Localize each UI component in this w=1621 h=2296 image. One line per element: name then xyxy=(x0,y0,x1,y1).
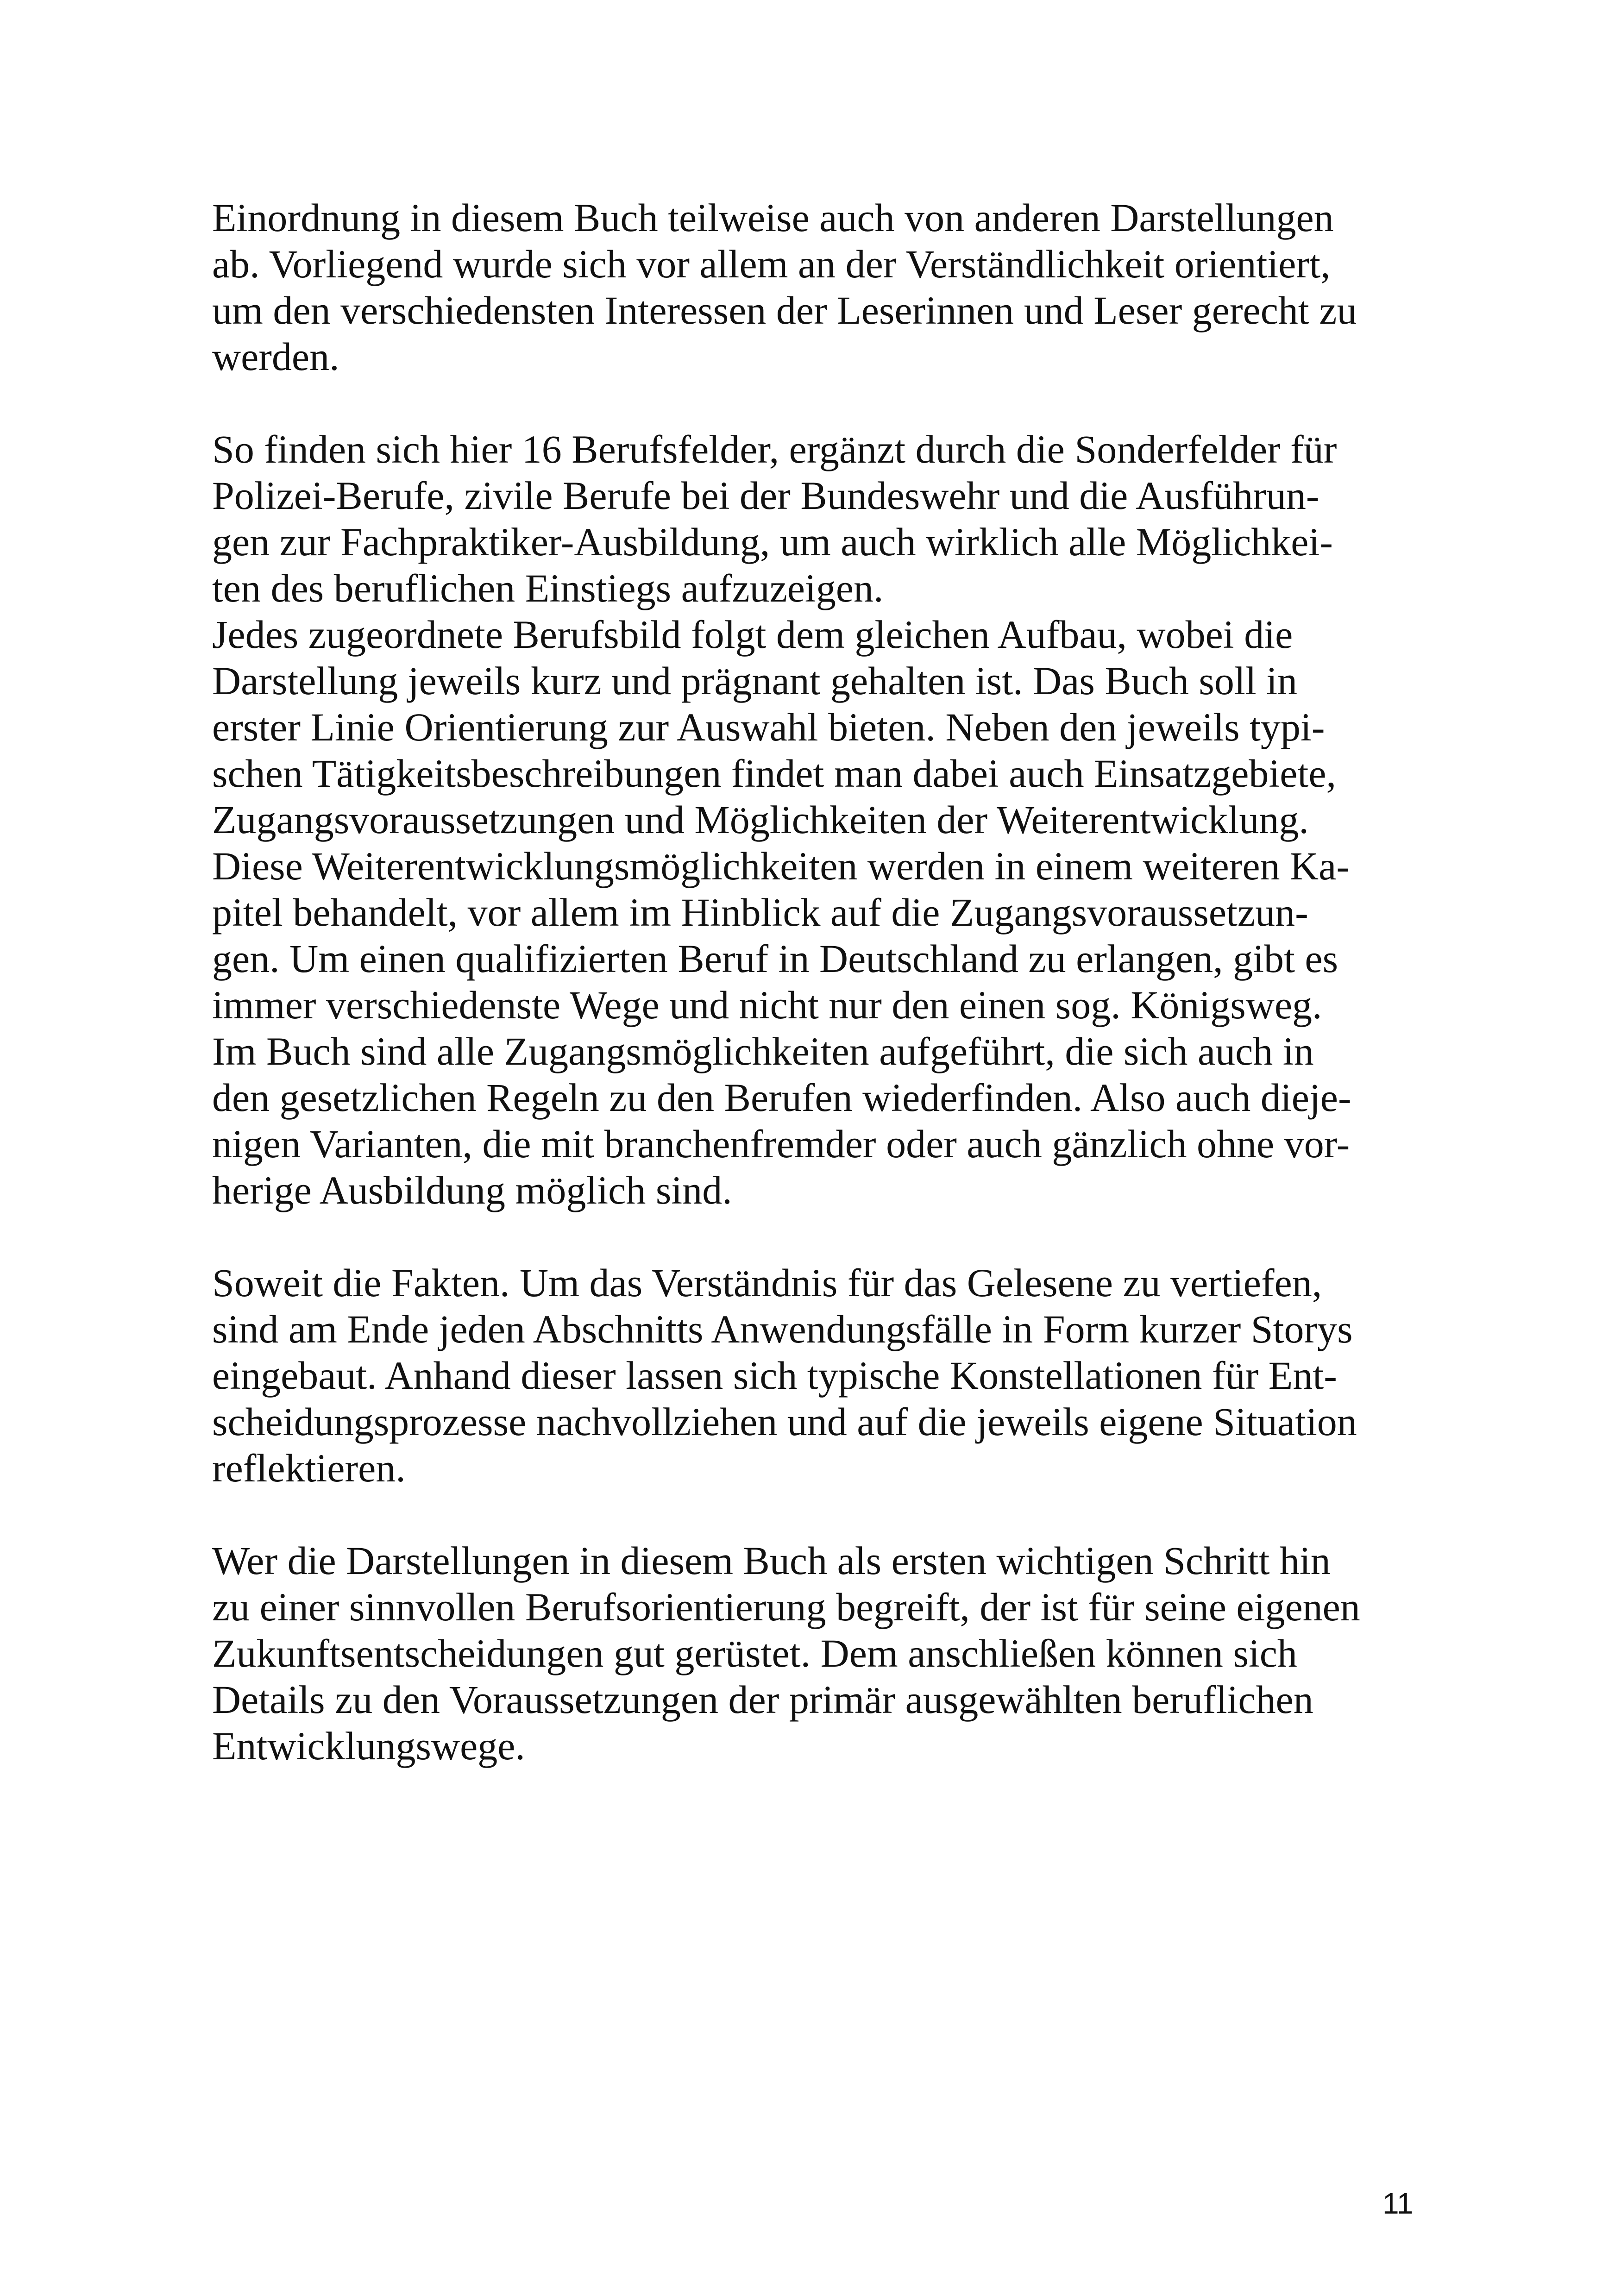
text-line: Zugangsvoraussetzungen und Möglichkeiten der Weiterentwicklung. xyxy=(212,797,1309,842)
text-line: immer verschiedenste Wege und nicht nur den einen sog. Königsweg. xyxy=(212,983,1322,1027)
text-line: den gesetzlichen Regeln zu den Berufen wiederfinden. Also auch dieje- xyxy=(212,1075,1351,1120)
text-line: scheidungsprozesse nachvollziehen und auf die jeweils eigene Situation xyxy=(212,1399,1357,1444)
paragraph xyxy=(212,1537,1444,1769)
text-line: eingebaut. Anhand dieser lassen sich typische Konstellationen für Ent- xyxy=(212,1353,1337,1398)
text-line: reflektieren. xyxy=(212,1446,406,1490)
text-line: Zukunftsentscheidungen gut gerüstet. Dem anschließen können sich xyxy=(212,1631,1297,1675)
paragraph xyxy=(212,1260,1444,1491)
text-line: gen. Um einen qualifizierten Beruf in Deutschland zu erlangen, gibt es xyxy=(212,936,1338,981)
text-line: pitel behandelt, vor allem im Hinblick auf die Zugangsvoraussetzun- xyxy=(212,890,1308,935)
text-line: Im Buch sind alle Zugangsmöglichkeiten aufgeführt, die sich auch in xyxy=(212,1029,1314,1073)
text-line: schen Tätigkeitsbeschreibungen findet man dabei auch Einsatzgebiete, xyxy=(212,751,1337,796)
text-line: nigen Varianten, die mit branchenfremder oder auch gänzlich ohne vor- xyxy=(212,1122,1350,1166)
paragraph xyxy=(212,426,1444,611)
text-line: erster Linie Orientierung zur Auswahl bieten. Neben den jeweils typi- xyxy=(212,705,1325,749)
page-number: 11 xyxy=(1382,2187,1414,2220)
text-line: Details zu den Voraussetzungen der primär ausgewählten beruflichen xyxy=(212,1677,1313,1722)
text-line: Entwicklungswege. xyxy=(212,1724,525,1768)
text-line: ab. Vorliegend wurde sich vor allem an der Verständlichkeit orientiert, xyxy=(212,242,1331,286)
text-line: gen zur Fachpraktiker-Ausbildung, um auch wirklich alle Möglichkei- xyxy=(212,520,1333,564)
paragraph xyxy=(212,611,1444,1213)
text-line: herige Ausbildung möglich sind. xyxy=(212,1168,732,1212)
text-line: ten des beruflichen Einstiegs aufzuzeigen. xyxy=(212,566,884,610)
text-line: Darstellung jeweils kurz und prägnant gehalten ist. Das Buch soll in xyxy=(212,659,1297,703)
text-line: Wer die Darstellungen in diesem Buch als ersten wichtigen Schritt hin xyxy=(212,1538,1331,1583)
text-line: werden. xyxy=(212,334,339,379)
text-line: Diese Weiterentwicklungsmöglichkeiten werden in einem weiteren Ka- xyxy=(212,844,1350,888)
text-line: um den verschiedensten Interessen der Leserinnen und Leser gerecht zu xyxy=(212,288,1357,332)
text-line: Jedes zugeordnete Berufsbild folgt dem gleichen Aufbau, wobei die xyxy=(212,612,1293,657)
text-line: Soweit die Fakten. Um das Verständnis für das Gelesene zu vertiefen, xyxy=(212,1261,1322,1305)
text-line: sind am Ende jeden Abschnitts Anwendungsfälle in Form kurzer Storys xyxy=(212,1307,1353,1351)
paragraph xyxy=(212,194,1444,380)
text-line: Polizei-Berufe, zivile Berufe bei der Bundeswehr und die Ausführun- xyxy=(212,473,1319,518)
text-line: Einordnung in diesem Buch teilweise auch von anderen Darstellungen xyxy=(212,195,1334,240)
body-text xyxy=(212,194,1444,1815)
text-line: zu einer sinnvollen Berufsorientierung begreift, der ist für seine eigenen xyxy=(212,1585,1360,1629)
text-line: So finden sich hier 16 Berufsfelder, ergänzt durch die Sonderfelder für xyxy=(212,427,1337,471)
